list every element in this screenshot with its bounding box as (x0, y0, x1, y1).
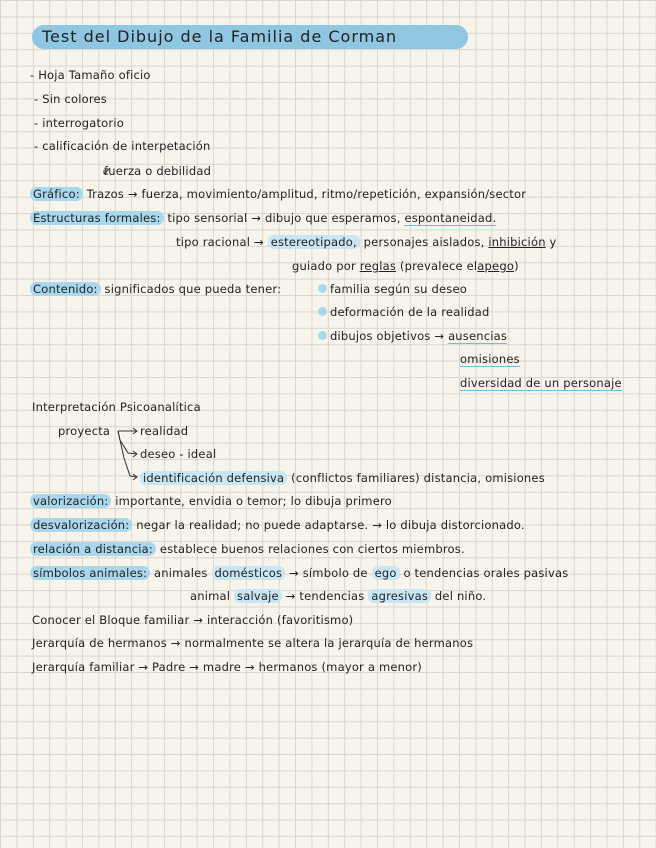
note-jerarquia-familiar: Jerarquía familiar → Padre → madre → hermanos (mayor a menor) (32, 660, 422, 674)
estructuras-espontaneidad: espontaneidad. (404, 211, 497, 225)
interpretacion-proyecta: proyecta (58, 424, 111, 438)
estructuras-inhibicion: inhibición (488, 235, 546, 249)
estructuras-aislados: personajes aislados, (363, 235, 485, 249)
grafico-above-note: fuerza o debilidad (104, 164, 212, 178)
estructuras-sensorial: tipo sensorial → dibujo que esperamos, (167, 211, 401, 225)
simbolos-simbolo: → símbolo de (289, 566, 368, 580)
contenido-ausencias: ausencias (448, 329, 508, 343)
estructuras-racional: tipo racional → (176, 235, 264, 249)
simbolos-label: símbolos animales: (30, 566, 150, 580)
relacion-text: establece buenos relaciones con ciertos miembros. (159, 542, 465, 556)
grafico-text: Trazos → fuerza, movimiento/amplitud, ritmo/repetición, expansión/sector (86, 187, 527, 201)
note-calificacion: - calificación de interpetación (34, 139, 211, 153)
valorizacion-line (30, 494, 392, 508)
simbolos-nino: del niño. (434, 589, 487, 603)
estructuras-close: ) (514, 259, 519, 273)
relacion-label: relación a distancia: (30, 542, 156, 556)
simbolos-domesticos: domésticos (212, 566, 286, 580)
contenido-omisiones-text: omisiones (460, 352, 520, 366)
note-interrogatorio: - interrogatorio (34, 116, 124, 130)
identificacion-conflictos: (conflictos familiares) distancia, omisiones (291, 471, 545, 485)
grafico-label: Gráfico: (30, 187, 83, 201)
note-hoja: - Hoja Tamaño oficio (30, 68, 151, 82)
contenido-dibujos: dibujos objetivos → (330, 329, 445, 343)
estructuras-reglas: reglas (359, 259, 397, 273)
valorizacion-label: valorización: (30, 494, 111, 508)
desvalorizacion-line (30, 518, 525, 532)
page-title: Test del Dibujo de la Familia de Corman (42, 27, 398, 46)
desvalorizacion-text: negar la realidad; no puede adaptarse. → lo dibuja distorcionado. (136, 518, 525, 532)
contenido-label: Contenido: (30, 282, 101, 296)
contenido-bullet-2: deformación de la realidad (330, 305, 490, 319)
simbolos-tendencias: → tendencias (285, 589, 365, 603)
interpretacion-realidad: realidad (140, 424, 189, 438)
simbolos-line-1 (30, 566, 568, 580)
estructuras-guiado: guiado por (292, 259, 356, 273)
estructuras-label: Estructuras formales: (30, 211, 164, 225)
simbolos-tendencias-orales: o tendencias orales pasivas (403, 566, 569, 580)
relacion-line (30, 542, 465, 556)
simbolos-line-2 (190, 589, 486, 603)
contenido-bullet-1: familia según su deseo (330, 282, 467, 296)
simbolos-ego: ego (372, 566, 400, 580)
identificacion-defensiva: identificación defensiva (140, 471, 287, 485)
estructuras-y: y (549, 235, 557, 249)
contenido-text: significados que pueda tener: (104, 282, 282, 296)
valorizacion-text: importante, envidia o temor; lo dibuja primero (115, 494, 392, 508)
simbolos-salvaje: salvaje (234, 589, 282, 603)
interpretacion-deseo: deseo - ideal (140, 447, 217, 461)
estructuras-apego: apego (477, 259, 515, 273)
estructuras-estereotipado: estereotipado, (268, 235, 360, 249)
note-jerarquia-hermanos: Jerarquía de hermanos → normalmente se altera la jerarquía de hermanos (32, 636, 474, 650)
simbolos-animales: animales (153, 566, 208, 580)
note-conocer: Conocer el Bloque familiar → interacción (favoritismo) (32, 613, 354, 627)
simbolos-animal: animal (190, 589, 231, 603)
desvalorizacion-label: desvalorización: (30, 518, 132, 532)
arrow-fuerza (104, 168, 110, 174)
estructuras-prevalece: (prevalece el (399, 259, 478, 273)
contenido-diversidad-text: diversidad de un personaje (460, 376, 622, 390)
note-sin-colores: - Sin colores (34, 92, 107, 106)
interpretacion-title: Interpretación Psicoanalítica (32, 400, 201, 414)
simbolos-agresivas: agresivas (368, 589, 431, 603)
